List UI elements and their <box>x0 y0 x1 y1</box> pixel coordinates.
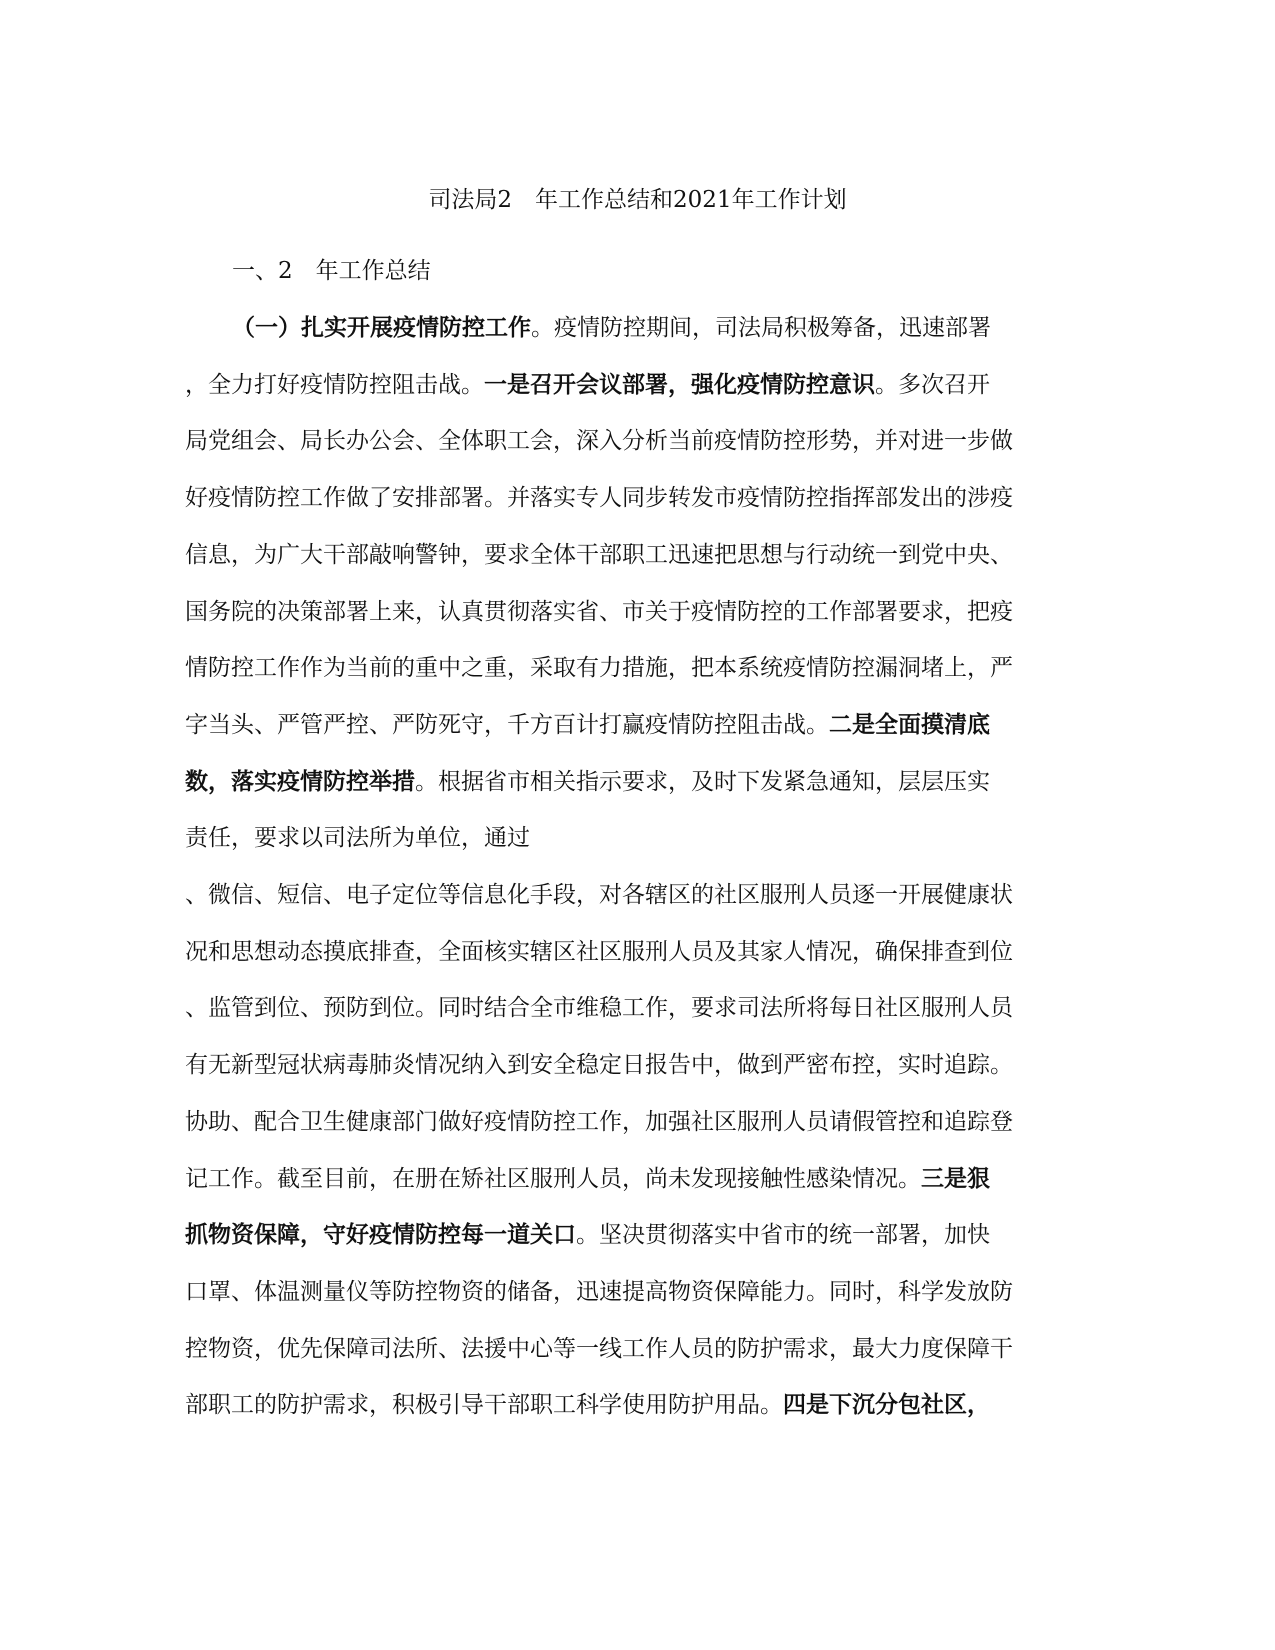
text-segment: 国务院的决策部署上来，认真贯彻落实省、市关于疫情防控的工作部署要求，把疫 <box>185 599 1013 625</box>
text-segment: 责任，要求以司法所为单位，通过 <box>185 825 530 851</box>
text-line <box>185 821 1085 855</box>
text-line <box>185 368 1085 402</box>
text-segment: 信息，为广大干部敲响警钟，要求全体干部职工迅速把思想与行动统一到党中央、 <box>185 542 1013 568</box>
text-line <box>232 311 1092 345</box>
text-segment: 。坚决贯彻落实中省市的统一部署，加快 <box>576 1222 990 1248</box>
bold-text-segment: 抓物资保障，守好疫情防控每一道关口 <box>185 1221 576 1248</box>
text-segment: 记工作。截至目前，在册在矫社区服刑人员，尚未发现接触性感染情况。 <box>185 1166 921 1192</box>
bold-text-segment: 数，落实疫情防控举措 <box>185 768 415 795</box>
text-line <box>185 1332 1085 1366</box>
text-segment: 、微信、短信、电子定位等信息化手段，对各辖区的社区服刑人员逐一开展健康状 <box>185 882 1013 908</box>
text-segment: 。根据省市相关指示要求，及时下发紧急通知，层层压实 <box>415 769 990 795</box>
text-line <box>185 595 1085 629</box>
text-line <box>185 991 1085 1025</box>
document-title: 司法局2 年工作总结和2021年工作计划 <box>428 187 847 213</box>
section-heading: 一、2 年工作总结 <box>232 258 431 284</box>
text-line <box>185 1218 1085 1252</box>
text-segment: 。疫情防控期间，司法局积极筹备，迅速部署 <box>531 315 991 341</box>
text-segment: 有无新型冠状病毒肺炎情况纳入到安全稳定日报告中，做到严密布控，实时追踪。 <box>185 1052 1013 1078</box>
text-line <box>185 538 1085 572</box>
text-line <box>185 765 1085 799</box>
text-segment: ，全力打好疫情防控阻击战。 <box>185 372 484 398</box>
text-line <box>185 481 1085 515</box>
text-line <box>185 935 1085 969</box>
text-segment: 好疫情防控工作做了安排部署。并落实专人同步转发市疫情防控指挥部发出的涉疫 <box>185 485 1013 511</box>
text-segment: 控物资，优先保障司法所、法援中心等一线工作人员的防护需求，最大力度保障干 <box>185 1336 1013 1362</box>
text-line <box>185 708 1085 742</box>
bold-text-segment: 四是下沉分包社区， <box>783 1391 990 1418</box>
text-segment: 局党组会、局长办公会、全体职工会，深入分析当前疫情防控形势，并对进一步做 <box>185 428 1013 454</box>
text-segment: 。多次召开 <box>875 372 990 398</box>
bold-text-segment: 三是狠 <box>921 1165 990 1192</box>
text-segment: 字当头、严管严控、严防死守，千方百计打赢疫情防控阻击战。 <box>185 712 829 738</box>
text-segment: 协助、配合卫生健康部门做好疫情防控工作，加强社区服刑人员请假管控和追踪登 <box>185 1109 1013 1135</box>
bold-text-segment: 二是全面摸清底 <box>829 711 990 738</box>
text-line <box>185 424 1085 458</box>
text-line <box>185 1048 1085 1082</box>
text-line <box>185 1275 1085 1309</box>
text-segment: 部职工的防护需求，积极引导干部职工科学使用防护用品。 <box>185 1392 783 1418</box>
text-line <box>185 1162 1085 1196</box>
text-line <box>185 1105 1085 1139</box>
text-segment: 况和思想动态摸底排查，全面核实辖区社区服刑人员及其家人情况，确保排查到位 <box>185 939 1013 965</box>
text-line <box>185 878 1085 912</box>
bold-text-segment: 一是召开会议部署，强化疫情防控意识 <box>484 371 875 398</box>
text-segment: 情防控工作作为当前的重中之重，采取有力措施，把本系统疫情防控漏洞堵上，严 <box>185 655 1013 681</box>
text-line <box>185 1388 1085 1422</box>
text-line <box>185 651 1085 685</box>
text-segment: 、监管到位、预防到位。同时结合全市维稳工作，要求司法所将每日社区服刑人员 <box>185 995 1013 1021</box>
bold-text-segment: （一）扎实开展疫情防控工作 <box>232 314 531 341</box>
text-segment: 口罩、体温测量仪等防控物资的储备，迅速提高物资保障能力。同时，科学发放防 <box>185 1279 1013 1305</box>
